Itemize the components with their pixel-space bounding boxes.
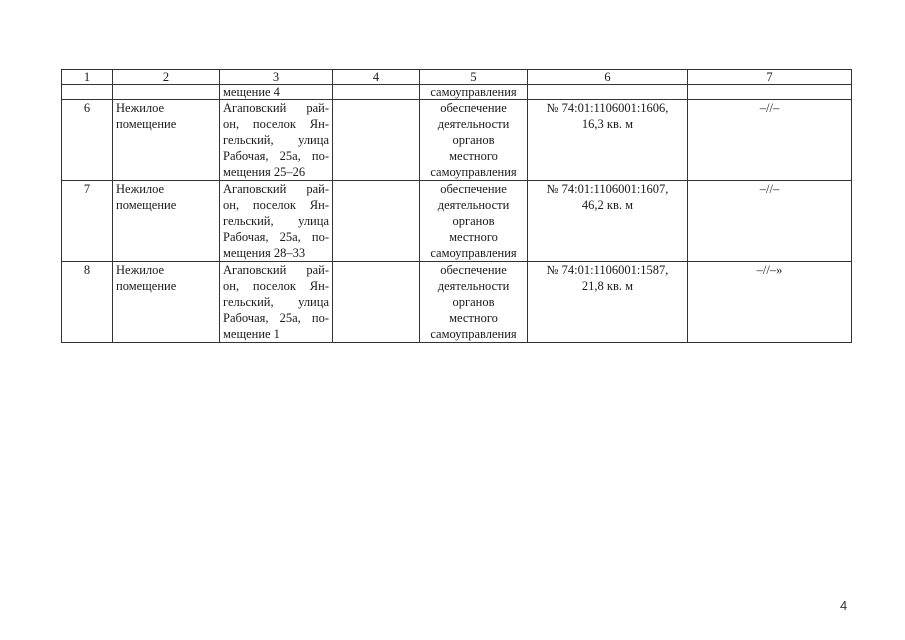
cadastral-number: № 74:01:1106001:1606, 16,3 кв. м bbox=[528, 100, 688, 181]
table-row bbox=[62, 262, 852, 343]
object-address: Агаповский рай- он, поселок Ян- гельский, улица Рабочая, 25а, по- мещение 1 bbox=[220, 262, 333, 343]
property-table bbox=[61, 69, 852, 343]
column-4-cell bbox=[333, 181, 420, 262]
column-number-5: 5 bbox=[420, 70, 528, 85]
column-number-2: 2 bbox=[113, 70, 220, 85]
row-number: 8 bbox=[62, 262, 113, 343]
ditto-mark: –//– bbox=[688, 181, 852, 262]
table-row bbox=[62, 100, 852, 181]
purpose-continuation: самоуправления bbox=[420, 85, 528, 100]
cadastral-number: № 74:01:1106001:1587, 21,8 кв. м bbox=[528, 262, 688, 343]
ditto-mark: –//–» bbox=[688, 262, 852, 343]
object-type: Нежилое помещение bbox=[113, 100, 220, 181]
page-number: 4 bbox=[840, 598, 848, 613]
table-row bbox=[62, 181, 852, 262]
object-type: Нежилое помещение bbox=[113, 262, 220, 343]
object-type: Нежилое помещение bbox=[113, 181, 220, 262]
column-number-6: 6 bbox=[528, 70, 688, 85]
ditto-mark: –//– bbox=[688, 100, 852, 181]
row-number: 6 bbox=[62, 100, 113, 181]
column-number-1: 1 bbox=[62, 70, 113, 85]
column-number-3: 3 bbox=[220, 70, 333, 85]
column-4-cell bbox=[333, 100, 420, 181]
column-number-4: 4 bbox=[333, 70, 420, 85]
column-number-row bbox=[62, 70, 852, 85]
column-number-7: 7 bbox=[688, 70, 852, 85]
address-continuation: мещение 4 bbox=[220, 85, 333, 100]
object-purpose: обеспечение деятельности органов местного самоуправления bbox=[420, 181, 528, 262]
cadastral-number: № 74:01:1106001:1607, 46,2 кв. м bbox=[528, 181, 688, 262]
continuation-row bbox=[62, 85, 852, 100]
object-address: Агаповский рай- он, поселок Ян- гельский, улица Рабочая, 25а, по- мещения 28–33 bbox=[220, 181, 333, 262]
object-purpose: обеспечение деятельности органов местного самоуправления bbox=[420, 100, 528, 181]
object-address: Агаповский рай- он, поселок Ян- гельский, улица Рабочая, 25а, по- мещения 25–26 bbox=[220, 100, 333, 181]
object-purpose: обеспечение деятельности органов местного самоуправления bbox=[420, 262, 528, 343]
column-4-cell bbox=[333, 262, 420, 343]
row-number: 7 bbox=[62, 181, 113, 262]
